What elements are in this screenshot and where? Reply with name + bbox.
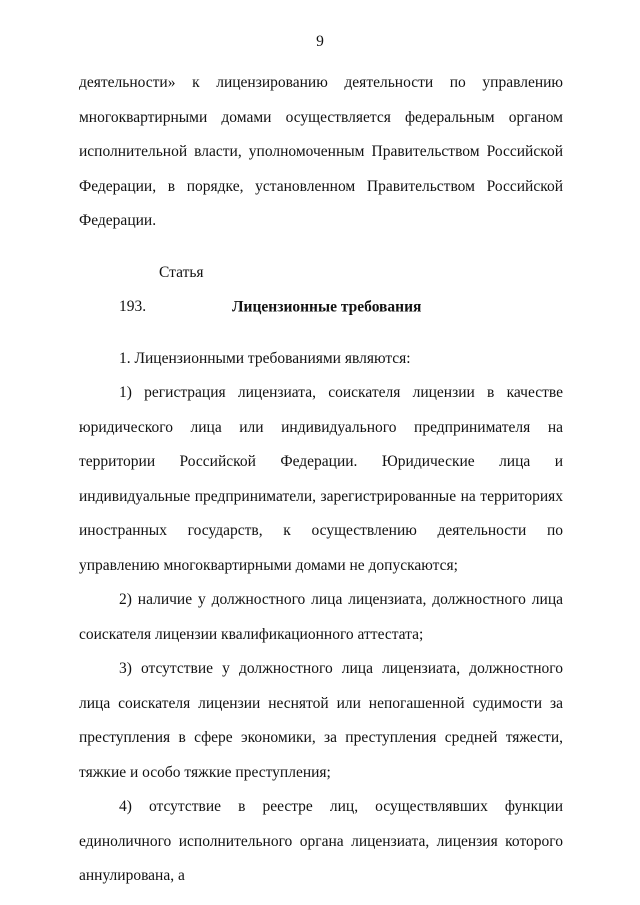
page-number: 9 bbox=[316, 33, 324, 50]
document-body bbox=[79, 66, 563, 894]
paragraph-subitem-4: 4) отсутствие в реестре лиц, осуществлявших функции единоличного исполнительного органа лицензиата, лицензия которого аннулирована, а bbox=[79, 798, 563, 884]
paragraph-subitem-2: 2) наличие у должностного лица лицензиата, должностного лица соискателя лицензии квалификационного аттестата; bbox=[79, 591, 563, 643]
paragraph-item-1: 1. Лицензионными требованиями являются: bbox=[119, 349, 411, 367]
article-number: Статья 193. bbox=[119, 263, 204, 315]
paragraph-subitem-1: 1) регистрация лицензиата, соискателя лицензии в качестве юридического лица или индивидуального предпринимателя на территории Российской Федерации. Юридические лица и индивидуальные предприниматели, зарегистрированные на территориях иностранных государств, к осуществлению деятельности по управлению многоквартирными домами не допускаются; bbox=[79, 384, 563, 574]
paragraph-continuation: деятельности» к лицензированию деятельности по управлению многоквартирными домами осуществляется федеральным органом исполнительной власти, уполномоченным Правительством Российской Федерации, в порядке, установленном Правительством Российской Федерации. bbox=[79, 74, 563, 229]
paragraph-subitem-3: 3) отсутствие у должностного лица лицензиата, должностного лица соискателя лицензии неснятой или непогашенной судимости за преступления в сфере экономики, за преступления средней тяжести, тяжкие и особо тяжкие преступления; bbox=[79, 660, 563, 781]
article-heading bbox=[79, 256, 563, 325]
article-title: Лицензионные требования bbox=[232, 298, 422, 315]
